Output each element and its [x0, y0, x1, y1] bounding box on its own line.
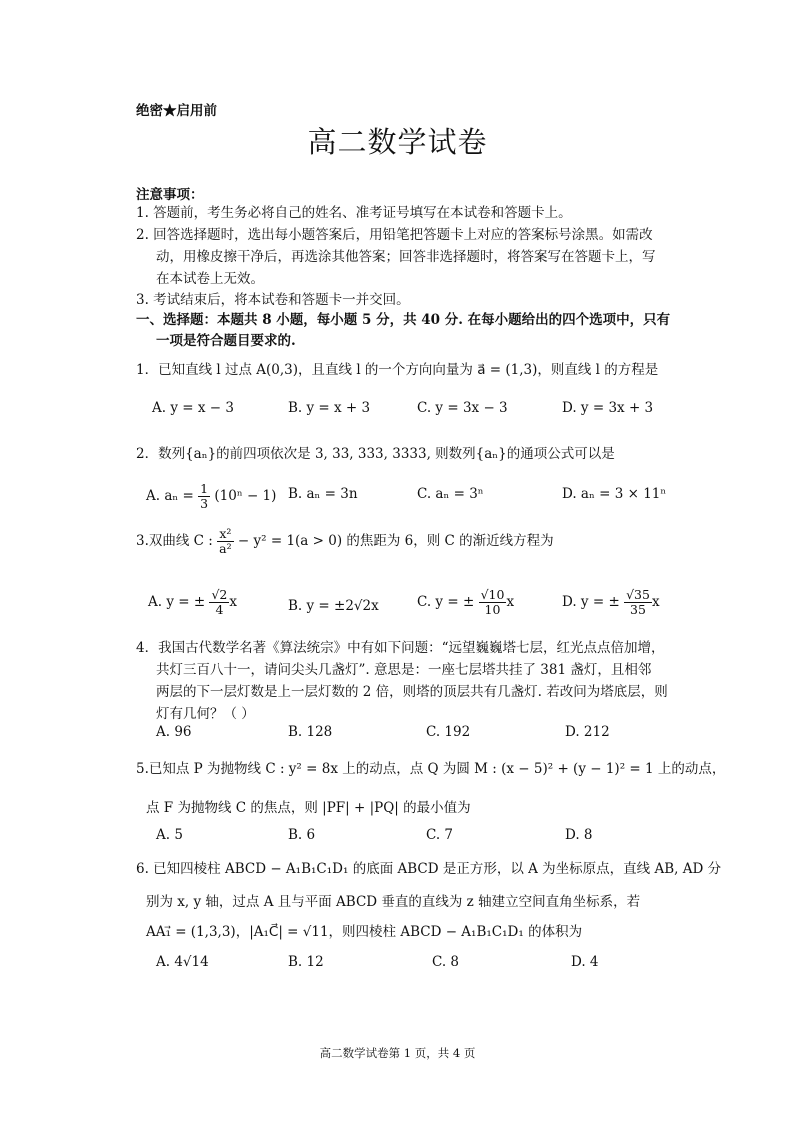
q4-option-c: C. 192	[426, 724, 471, 740]
q4-option-b: B. 128	[288, 724, 333, 740]
q2-a-denominator: 3	[200, 496, 209, 511]
q4-line-3: 两层的下一层灯数是上一层灯数的 2 倍，则塔的顶层共有几盏灯. 若改问为塔底层，则	[156, 684, 668, 700]
page-title: 高二数学试卷	[307, 125, 488, 159]
q4-line-1: 4．我国古代数学名著《算法统宗》中有如下问题：“远望巍巍塔七层，红光点点倍加增，	[136, 640, 665, 656]
q3-a-denominator: 4	[215, 602, 224, 617]
note-2-line-1: 2. 回答选择题时，选出每小题答案后，用铅笔把答题卡上对应的答案标号涂黑。如需改	[136, 227, 653, 243]
q3-option-c	[417, 588, 514, 617]
q3-stem-denominator: a²	[219, 541, 232, 556]
q3-d-x: x	[651, 594, 660, 610]
q6-line-2: 别为 x, y 轴，过点 A 且与平面 ABCD 垂直的直线为 z 轴建立空间直角坐标系，若	[146, 894, 641, 910]
section-heading-line-2: 一项是符合题目要求的.	[156, 333, 296, 349]
q3-c-prefix: C. y = ±	[417, 594, 475, 610]
q6-option-d: D. 4	[571, 954, 599, 970]
q2-option-a-suffix: (10ⁿ − 1)	[214, 488, 277, 504]
q3-c-x: x	[506, 594, 515, 610]
q3-stem-fraction	[217, 527, 233, 556]
q6-line-1: 6. 已知四棱柱 ABCD − A₁B₁C₁D₁ 的底面 ABCD 是正方形，以 A 为坐标原点，直线 AB, AD 分	[136, 861, 722, 877]
q2-option-b: B. aₙ = 3n	[288, 486, 358, 502]
q6-option-c: C. 8	[432, 954, 460, 970]
note-2-line-2: 动，用橡皮擦干净后，再选涂其他答案；回答非选择题时，将答案写在答题卡上，写	[156, 249, 656, 265]
q3-c-denominator: 10	[484, 602, 501, 617]
q3-option-d	[562, 588, 660, 617]
q1-stem: 1．已知直线 l 过点 A(0,3)，且直线 l 的一个方向向量为 a⃗ = (1,3)，则直线 l 的方程是	[136, 362, 659, 378]
q1-option-d: D. y = 3x + 3	[562, 400, 654, 416]
q1-option-c: C. y = 3x − 3	[417, 400, 508, 416]
q5-line-2: 点 F 为抛物线 C 的焦点，则 |PF| + |PQ| 的最小值为	[146, 800, 471, 816]
q2-stem: 2．数列{aₙ}的前四项依次是 3, 33, 333, 3333, 则数列{aₙ}的通项公式可以是	[136, 446, 615, 462]
q4-option-d: D. 212	[565, 724, 610, 740]
q6-line-3: AA₁⃗ = (1,3,3)，|A₁C⃗| = √11，则四棱柱 ABCD − A₁B₁C₁D₁ 的体积为	[146, 924, 583, 940]
q3-stem	[136, 527, 554, 556]
q3-c-fraction	[479, 588, 507, 617]
q5-line-1: 5.已知点 P 为抛物线 C : y² = 8x 上的动点，点 Q 为圆 M : (x − 5)² + (y − 1)² = 1 上的动点，	[136, 761, 726, 777]
q2-option-a-prefix: A. aₙ =	[146, 488, 194, 504]
q1-option-a: A. y = x − 3	[152, 400, 234, 416]
q2-option-a-fraction	[198, 482, 210, 511]
q5-option-c: C. 7	[426, 827, 454, 843]
q3-option-a	[148, 588, 237, 617]
section-heading-line-1: 一、选择题：本题共 8 小题，每小题 5 分，共 40 分. 在每小题给出的四个选项中，只有	[136, 312, 671, 328]
q6-option-a: A. 4√14	[156, 954, 209, 970]
q4-line-4: 灯有几何？（ ）	[156, 706, 255, 722]
q1-option-b: B. y = x + 3	[288, 400, 371, 416]
q3-option-b: B. y = ±2√2x	[288, 598, 379, 614]
q3-d-denominator: 35	[630, 602, 646, 617]
note-1: 1. 答题前，考生务必将自己的姓名、准考证号填写在本试卷和答题卡上。	[136, 205, 572, 221]
q2-option-a	[146, 482, 276, 511]
q6-option-b: B. 12	[288, 954, 324, 970]
q3-a-numerator: √2	[211, 587, 228, 602]
q2-option-c: C. aₙ = 3ⁿ	[417, 486, 484, 502]
notes-heading: 注意事项：	[136, 187, 204, 203]
q4-line-2: 共灯三百八十一，请问尖头几盏灯”. 意思是：一座七层塔共挂了 381 盏灯，且相邻	[156, 662, 652, 678]
q3-a-fraction	[209, 588, 229, 617]
q3-d-numerator: √35	[626, 587, 650, 602]
q3-a-prefix: A. y = ±	[148, 594, 206, 610]
q3-stem-prefix: 3.双曲线 C :	[136, 533, 213, 549]
q5-option-d: D. 8	[565, 827, 593, 843]
q3-d-fraction	[624, 588, 652, 617]
q3-c-numerator: √10	[480, 587, 505, 602]
q3-d-prefix: D. y = ±	[562, 594, 620, 610]
page-footer: 高二数学试卷第 1 页，共 4 页	[319, 1046, 476, 1060]
q3-stem-suffix: − y² = 1(a > 0) 的焦距为 6，则 C 的渐近线方程为	[237, 533, 554, 549]
q4-option-a: A. 96	[156, 724, 192, 740]
note-2-line-3: 在本试卷上无效。	[156, 271, 264, 287]
q5-option-b: B. 6	[288, 827, 316, 843]
q5-option-a: A. 5	[156, 827, 183, 843]
q2-a-numerator: 1	[200, 481, 209, 496]
q3-stem-numerator: x²	[217, 527, 233, 542]
secret-mark: 绝密★启用前	[136, 103, 217, 119]
q2-option-d: D. aₙ = 3 × 11ⁿ	[562, 486, 667, 502]
note-3: 3. 考试结束后，将本试卷和答题卡一并交回。	[136, 292, 410, 308]
q3-a-x: x	[229, 594, 238, 610]
